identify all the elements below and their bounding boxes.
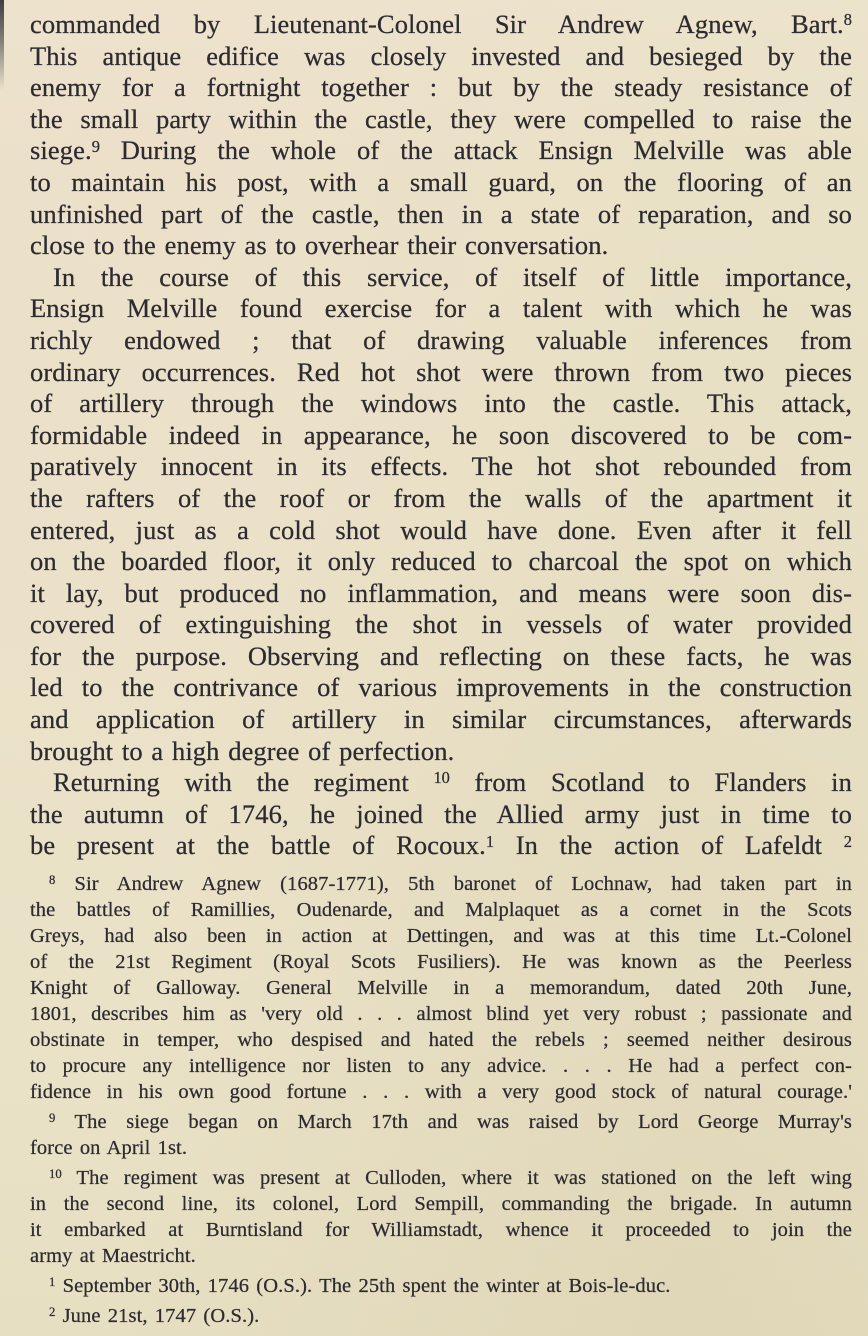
text-line: on the boarded floor, it only reduced to charcoal the spot on which [30,546,852,577]
text-line: to maintain his post, with a small guard, on the flooring of an [30,166,852,197]
text-line: unfinished part of the castle, then in a state of reparation, and so [30,198,852,229]
text-line: $^2$ June 21st, 1747 (O.S.). [49,1304,260,1327]
paragraph [30,262,852,768]
text-line: This antique edifice was closely invested and besieged by the [30,40,852,71]
text-line: Greys, had also been in action at Dettingen, and was at this time Lt.-Colonel [30,925,852,947]
text-line: of the 21st Regiment (Royal Scots Fusiliers). He was known as the Peerless [30,951,852,973]
text-line: the autumn of 1746, he joined the Allied army just in time to [30,798,852,829]
text-line: enemy for a fortnight together : but by the steady resistance of [30,72,852,103]
text-line: Returning with the regiment $^{10}$ from Scotland to Flanders in [53,767,852,798]
text-line: $^9$ The siege began on March 17th and was raised by Lord George Murray's [49,1110,852,1133]
footnote [30,1303,852,1329]
footnote-reference: 9 [91,136,100,156]
text-line: 1801, describes him as 'very old . . . almost blind yet very robust ; passionate and [30,1003,852,1025]
text-line: $^8$ Sir Andrew Agnew (1687-1771), 5th baronet of Lochnaw, had taken part in [49,872,852,895]
footnote-reference: 10 [49,1166,62,1181]
paragraph [30,767,852,862]
text-line: the small party within the castle, they were compelled to raise the [30,103,852,134]
text-line: Ensign Melville found exercise for a talent with which he was [30,293,852,324]
text-line: siege.$^9$ During the whole of the attack Ensign Melville was able [30,135,852,166]
footnote-reference: 8 [843,10,852,30]
scan-edge-artifact [0,0,4,90]
text-line: of artillery through the windows into the castle. This attack, [30,388,852,419]
text-line: it embarked at Burntisland for Williamstadt, whence it proceeded to join the [30,1219,852,1241]
text-line: the rafters of the roof or from the walls of the apartment it [30,482,852,513]
text-line: be present at the battle of Rocoux.$^1$ In the action of Lafeldt $^2$ [30,830,852,861]
text-line: $^1$ September 30th, 1746 (O.S.). The 25th spent the winter at Bois-le-duc. [49,1274,671,1297]
footnote-reference: 1 [485,831,495,851]
footnote [30,1109,852,1161]
text-line: brought to a high degree of perfection. [30,735,455,766]
text-line: force on April 1st. [30,1137,188,1159]
footnotes-section [30,871,852,1329]
text-line: and application of artillery in similar circumstances, afterwards [30,704,852,735]
footnote-reference: 1 [49,1274,56,1289]
text-line: obstinate in temper, who despised and hated the rebels ; seemed neither desirous [30,1029,852,1051]
text-line: formidable indeed in appearance, he soon discovered to be com- [30,419,852,450]
footnote-reference: 9 [49,1110,56,1125]
body-text [30,9,852,862]
paragraph [30,9,852,262]
text-line: fidence in his own good fortune . . . with a very good stock of natural courage.' [30,1081,852,1103]
text-line: In the course of this service, of itself of little importance, [53,261,852,292]
text-line: ordinary occurrences. Red hot shot were thrown from two pieces [30,356,852,387]
text-line: commanded by Lieutenant-Colonel Sir Andrew Agnew, Bart.$^8$ [30,9,852,39]
text-line: for the purpose. Observing and reflecting on these facts, he was [30,640,852,671]
text-line: army at Maestricht. [30,1245,196,1267]
text-line: $^{10}$ The regiment was present at Culloden, where it was stationed on the left wing [49,1166,852,1189]
footnote-reference: 2 [843,831,852,851]
text-line: close to the enemy as to overhear their conversation. [30,230,609,261]
text-line: in the second line, its colonel, Lord Sempill, commanding the brigade. In autumn [30,1193,852,1215]
footnote-reference: 8 [49,872,56,887]
text-line: richly endowed ; that of drawing valuable inferences from [30,324,852,355]
text-line: the battles of Ramillies, Oudenarde, and Malplaquet as a cornet in the Scots [30,899,852,921]
text-line: Knight of Galloway. General Melville in a memorandum, dated 20th June, [30,977,852,999]
text-line: to procure any intelligence nor listen to any advice. . . . He had a perfect con- [30,1055,852,1077]
text-line: entered, just as a cold shot would have done. Even after it fell [30,514,852,545]
text-line: covered of extinguishing the shot in vessels of water provided [30,609,852,640]
footnote-reference: 2 [49,1304,56,1319]
text-line: it lay, but produced no inflammation, and means were soon dis- [30,577,852,608]
footnote [30,871,852,1105]
text-line: led to the contrivance of various improvements in the construction [30,672,852,703]
footnote [30,1165,852,1269]
text-line: paratively innocent in its effects. The hot shot rebounded from [30,451,852,482]
footnote [30,1273,852,1299]
footnote-reference: 10 [433,768,450,788]
